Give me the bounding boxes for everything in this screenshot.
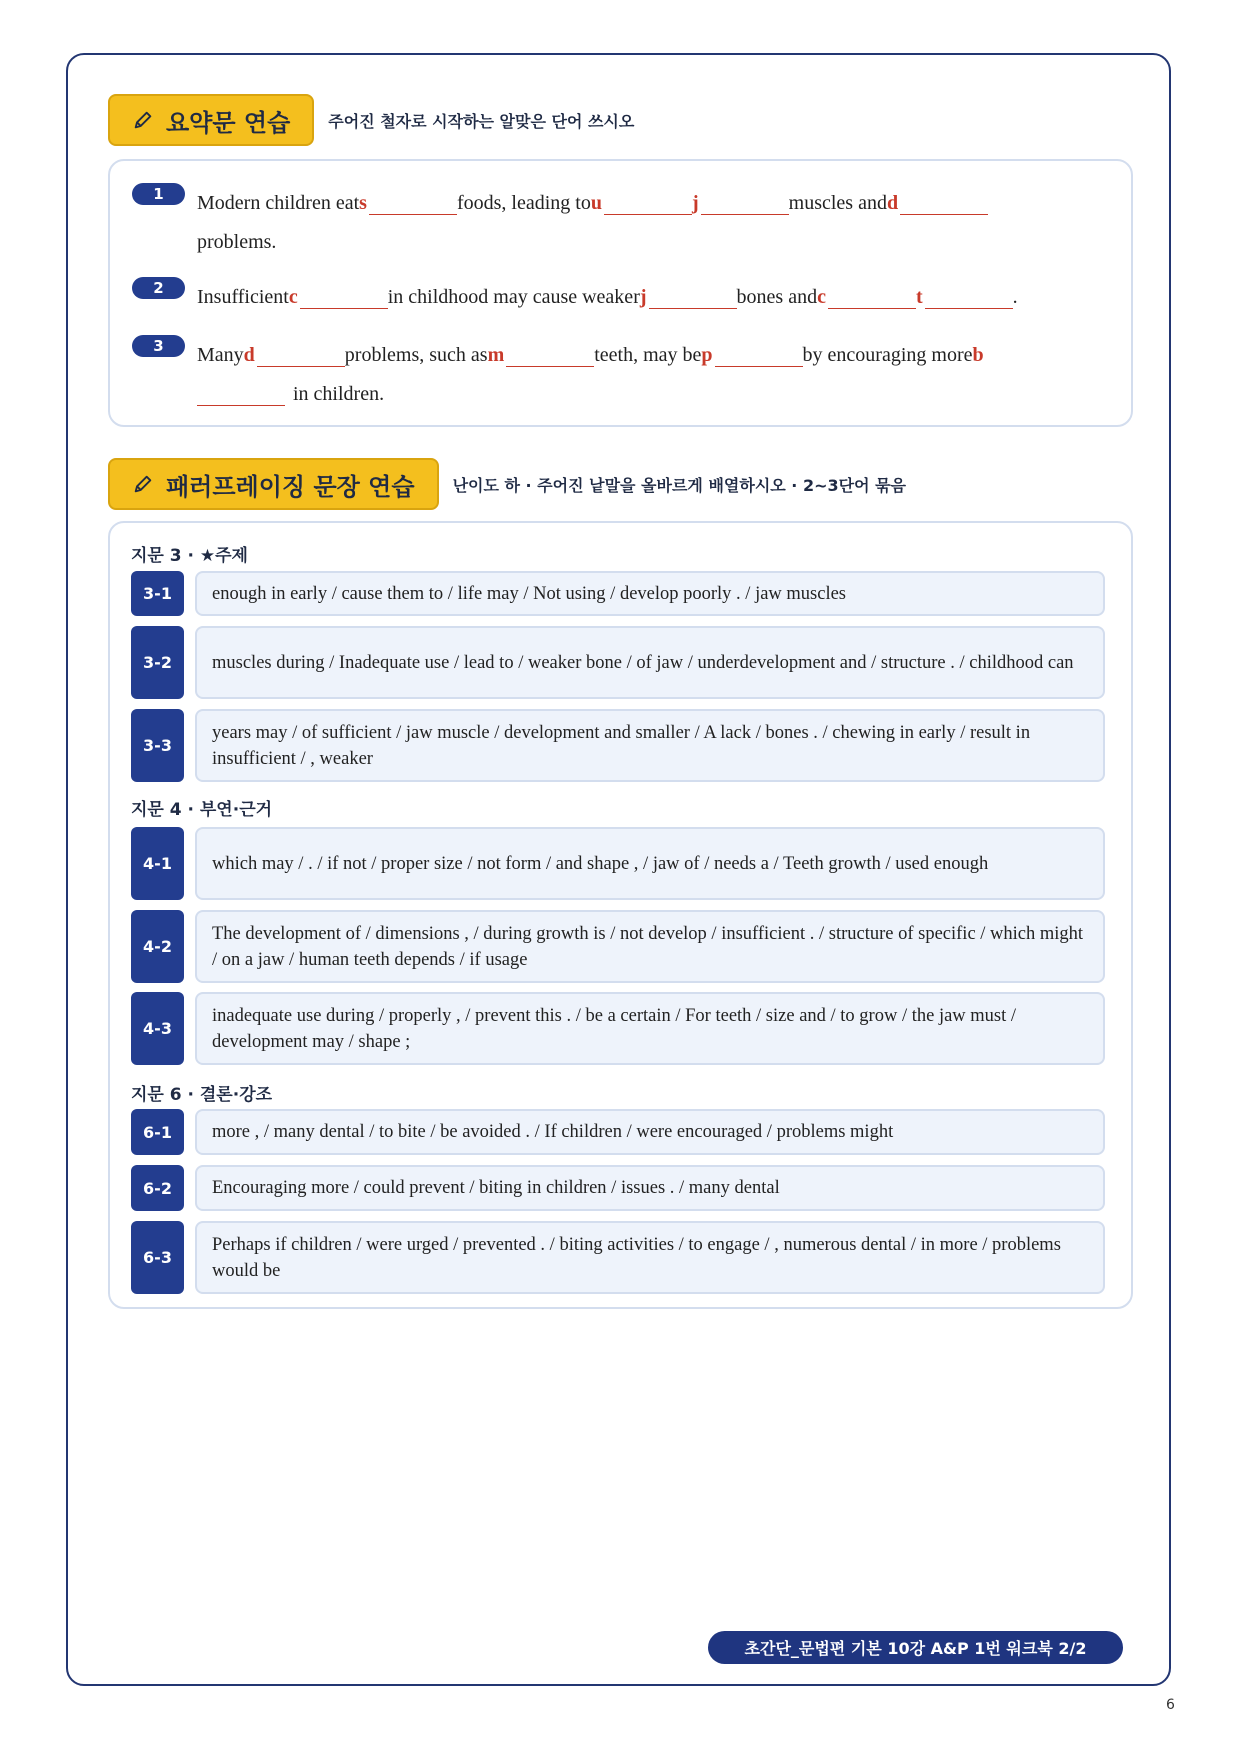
hint-letter: j bbox=[691, 192, 699, 214]
row-number: 6-2 bbox=[131, 1165, 184, 1211]
scrambled-words: years may / of sufficient / jaw muscle / development and smaller / A lack / bones . / chewing in early / result in insufficient / , weaker bbox=[195, 709, 1105, 782]
summary-item-number: 3 bbox=[132, 335, 185, 357]
group-heading: 지문 6 · 결론·강조 bbox=[131, 1085, 273, 1105]
pencil-icon bbox=[132, 473, 154, 495]
scrambled-words: more , / many dental / to bite / be avoided . / If children / were encouraged / problems might bbox=[195, 1109, 1105, 1155]
pencil-icon bbox=[132, 109, 154, 131]
hint-letter: d bbox=[886, 192, 899, 214]
answer-blank[interactable] bbox=[828, 283, 916, 309]
summary-text: problems. bbox=[197, 231, 277, 253]
hint-letter: c bbox=[288, 286, 298, 308]
hint-letter: p bbox=[701, 344, 713, 366]
paraphrase-instruction: 난이도 하 · 주어진 낱말을 올바르게 배열하시오 · 2~3단어 묶음 bbox=[452, 475, 907, 495]
group-heading: 지문 3 · ★주제 bbox=[131, 546, 248, 566]
row-number: 3-1 bbox=[131, 571, 184, 616]
answer-blank[interactable] bbox=[506, 341, 594, 367]
summary-text: in children. bbox=[293, 383, 385, 405]
scrambled-words: Encouraging more / could prevent / biting in children / issues . / many dental bbox=[195, 1165, 1105, 1211]
summary-item-number: 1 bbox=[132, 183, 185, 205]
hint-letter: b bbox=[972, 344, 984, 366]
scrambled-words: muscles during / Inadequate use / lead to / weaker bone / of jaw / underdevelopment and / structure . / childhood can bbox=[195, 626, 1105, 699]
answer-blank[interactable] bbox=[369, 189, 457, 215]
summary-instruction: 주어진 철자로 시작하는 알맞은 단어 쓰시오 bbox=[328, 111, 635, 131]
answer-blank[interactable] bbox=[715, 341, 803, 367]
answer-blank[interactable] bbox=[701, 189, 789, 215]
answer-blank[interactable] bbox=[649, 283, 737, 309]
answer-blank[interactable] bbox=[300, 283, 388, 309]
answer-blank[interactable] bbox=[604, 189, 692, 215]
row-number: 3-2 bbox=[131, 626, 184, 699]
answer-blank[interactable] bbox=[197, 380, 285, 406]
summary-item-3-line bbox=[197, 327, 984, 367]
summary-text: problems, such as bbox=[344, 344, 488, 366]
summary-text: bones and bbox=[736, 286, 818, 308]
hint-letter: s bbox=[359, 192, 367, 214]
scrambled-words: Perhaps if children / were urged / prevented . / biting activities / to engage / , numerous dental / in more / problems would be bbox=[195, 1221, 1105, 1294]
summary-text: in childhood may cause weaker bbox=[387, 286, 640, 308]
summary-text: . bbox=[1012, 286, 1018, 308]
footer-label: 초간단_문법편 기본 10강 A&P 1번 워크북 2/2 bbox=[708, 1631, 1123, 1664]
group-heading: 지문 4 · 부연·근거 bbox=[131, 800, 273, 820]
summary-item-1-line2 bbox=[197, 214, 276, 254]
hint-letter: d bbox=[243, 344, 255, 366]
paraphrase-title: 패러프레이징 문장 연습 bbox=[166, 472, 415, 501]
hint-letter: u bbox=[590, 192, 602, 214]
summary-title-badge bbox=[108, 94, 314, 146]
row-number: 6-1 bbox=[131, 1109, 184, 1155]
answer-blank[interactable] bbox=[257, 341, 345, 367]
hint-letter: t bbox=[915, 286, 923, 308]
row-number: 4-2 bbox=[131, 910, 184, 983]
hint-letter: c bbox=[817, 286, 826, 308]
summary-text: teeth, may be bbox=[594, 344, 702, 366]
scrambled-words: The development of / dimensions , / during growth is / not develop / insufficient . / structure of specific / which might / on a jaw / human teeth depends / if usage bbox=[195, 910, 1105, 983]
hint-letter: j bbox=[639, 286, 647, 308]
row-number: 6-3 bbox=[131, 1221, 184, 1294]
summary-item-number: 2 bbox=[132, 277, 185, 299]
row-number: 4-3 bbox=[131, 992, 184, 1065]
page-number: 6 bbox=[1166, 1697, 1175, 1713]
answer-blank[interactable] bbox=[925, 283, 1013, 309]
summary-item-1-line bbox=[197, 175, 988, 215]
row-number: 3-3 bbox=[131, 709, 184, 782]
summary-text: foods, leading to bbox=[456, 192, 591, 214]
summary-text: Modern children eat bbox=[197, 192, 360, 214]
scrambled-words: inadequate use during / properly , / prevent this . / be a certain / For teeth / size and / to grow / the jaw must / development may / shape ; bbox=[195, 992, 1105, 1065]
summary-text: by encouraging more bbox=[802, 344, 973, 366]
hint-letter: m bbox=[487, 344, 505, 366]
summary-section-header bbox=[108, 94, 634, 146]
summary-title: 요약문 연습 bbox=[166, 108, 291, 137]
summary-item-3-line2 bbox=[197, 366, 384, 406]
summary-text: muscles and bbox=[788, 192, 887, 214]
row-number: 4-1 bbox=[131, 827, 184, 900]
answer-blank[interactable] bbox=[900, 189, 988, 215]
summary-box bbox=[108, 159, 1133, 427]
summary-text: Insufficient bbox=[197, 286, 289, 308]
summary-item-2-line bbox=[197, 269, 1018, 309]
scrambled-words: enough in early / cause them to / life may / Not using / develop poorly . / jaw muscles bbox=[195, 571, 1105, 616]
scrambled-words: which may / . / if not / proper size / not form / and shape , / jaw of / needs a / Teeth growth / used enough bbox=[195, 827, 1105, 900]
paraphrase-section-header bbox=[108, 458, 906, 510]
paraphrase-title-badge bbox=[108, 458, 439, 510]
summary-text: Many bbox=[197, 344, 244, 366]
